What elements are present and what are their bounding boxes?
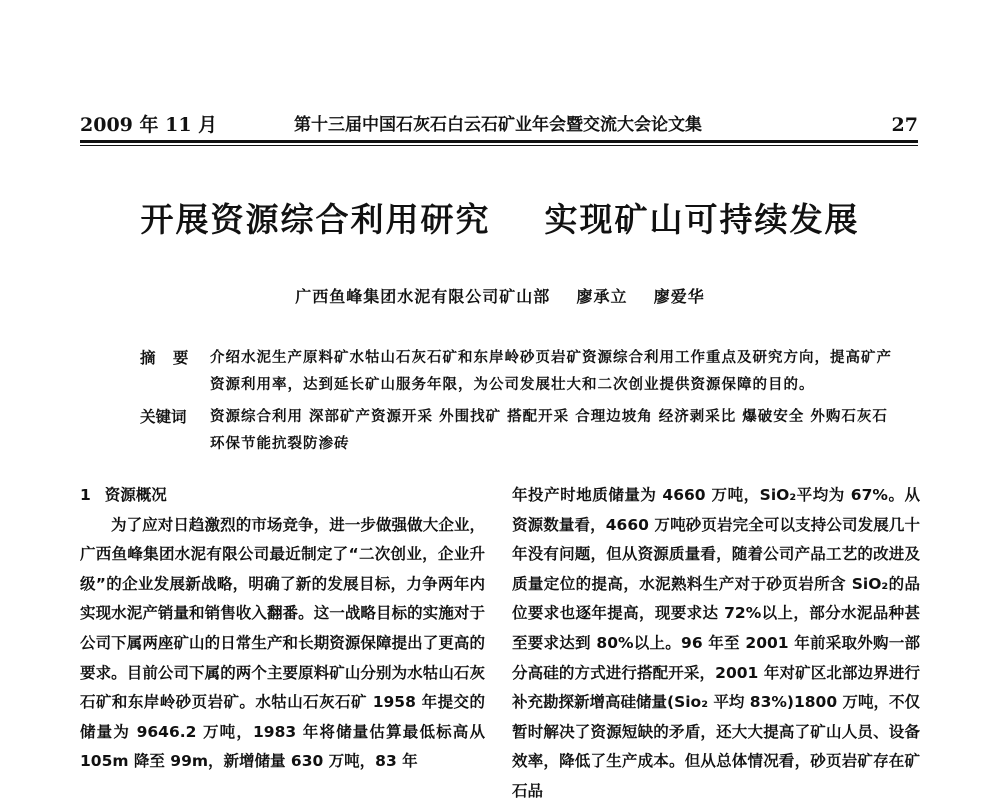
header-rule-thin — [80, 145, 918, 146]
body-paragraph-right: 年投产时地质储量为 4660 万吨，SiO₂平均为 67%。从资源数量看，4660 万吨砂页岩完全可以支持公司发展几十年没有问题，但从资源质量看，随着公司产品工艺的改进及质量定位的提高，水泥熟料生产对于砂页岩所含 SiO₂的品位要求也逐年提高，现要求达 72%以上，部分水泥品种甚至要求达到 80%以上。96 年至 2001 年前采取外购一部分高硅的方式进行搭配开采，2001 年对矿区北部边界进行补充勘探新增高硅储量(Sio₂ 平均 83%)1800 万吨，不仅暂时解决了资源短缺的矛盾，还大大提高了矿山人员、设备效率，降低了生产成本。但从总体情况看，砂页岩矿存在矿石品 — [512, 486, 921, 800]
article-title: 开展资源综合利用研究 实现矿山可持续发展 — [140, 200, 860, 239]
abstract-block — [140, 345, 900, 401]
section-number: 1 — [80, 486, 91, 504]
body-column-left — [80, 481, 485, 777]
abstract-text: 介绍水泥生产原料矿水牯山石灰石矿和东岸岭砂页岩矿资源综合利用工作重点及研究方向，提高矿产资源利用率，达到延长矿山服务年限，为公司发展壮大和二次创业提供资源保障的目的。 — [210, 350, 892, 393]
body-column-right — [512, 481, 920, 807]
header-date: 2009 年 11 月 — [80, 114, 218, 136]
body-paragraph-left: 为了应对日趋激烈的市场竞争，进一步做强做大企业，广西鱼峰集团水泥有限公司最近制定了“二次创业，企业升级”的企业发展新战略，明确了新的发展目标，力争两年内实现水泥产销量和销售收入翻番。这一战略目标的实施对于公司下属两座矿山的日常生产和长期资源保障提出了更高的要求。目前公司下属的两个主要原料矿山分别为水牯山石灰石矿和东岸岭砂页岩矿。水牯山石灰石矿 1958 年提交的储量为 9646.2 万吨，1983 年将储量估算最低标高从 105m 降至 99m，新增储量 630 万吨，83 年 — [80, 515, 485, 771]
keywords-label: 关键词 — [140, 408, 187, 426]
keywords-text: 资源综合利用 深部矿产资源开采 外围找矿 搭配开采 合理边坡角 经济剥采比 爆破安全 外购石灰石 环保节能抗裂防渗砖 — [210, 409, 888, 452]
section-title: 资源概况 — [104, 486, 167, 504]
abstract-label: 摘 要 — [140, 349, 195, 367]
page-header — [80, 112, 918, 138]
header-page-number: 27 — [891, 114, 918, 136]
header-rule-thick — [80, 140, 918, 143]
article-authors: 广西鱼峰集团水泥有限公司矿山部 廖承立 廖爱华 — [295, 287, 705, 306]
section-heading — [80, 481, 485, 511]
keywords-block — [140, 404, 900, 460]
header-journal-title: 第十三届中国石灰石白云石矿业年会暨交流大会论文集 — [294, 115, 702, 135]
